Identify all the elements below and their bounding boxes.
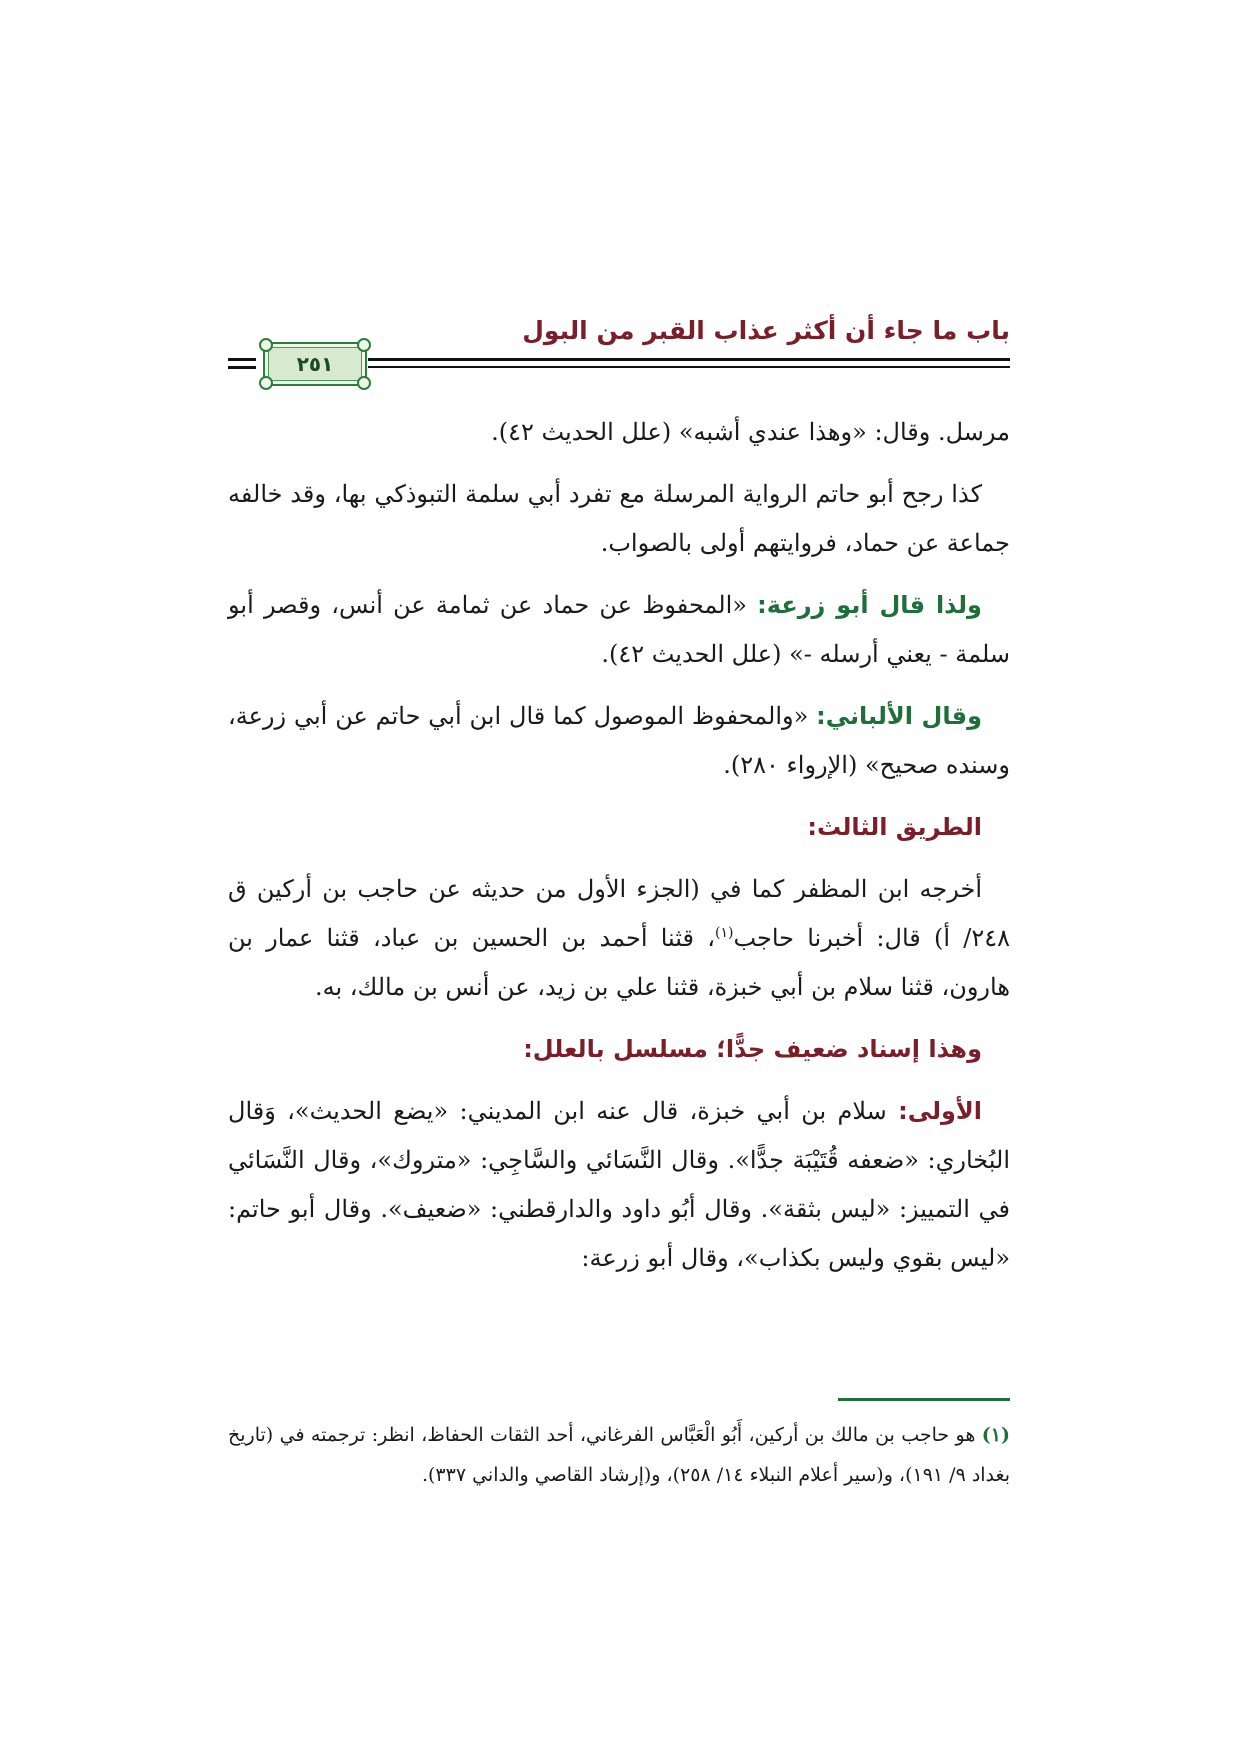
paragraph-lead: ولذا قال أبو زرعة:: [757, 591, 982, 619]
page-number: ٢٥١: [296, 352, 334, 376]
paragraph-text: «والمحفوظ الموصول كما قال ابن أبي حاتم عن أبي زرعة، وسنده صحيح» (الإرواء ٢٨٠).: [228, 702, 1010, 779]
paragraph-text: سلام بن أبي خبزة، قال عنه ابن المديني: «يضع الحديث»، وَقال البُخاري: «ضعفه قُتَيْبَة جدًّا». وقال النَّسَائي والسَّاجِي: «متروك»، وقال النَّسَائي في التمييز: «ليس بثقة». وقال أبُو داود والدارقطني: «ضعيف». وقال أبو حاتم: «ليس بقوي وليس بكذاب»، وقال أبو زرعة:: [228, 1097, 1010, 1272]
paragraph: [228, 408, 1010, 457]
main-text: [228, 408, 1010, 1296]
chapter-title: باب ما جاء أن أكثر عذاب القبر من البول: [522, 316, 1010, 345]
header-rule: [228, 358, 256, 361]
paragraph-text: مرسل. وقال: «وهذا عندي أشبه» (علل الحديث ٤٢).: [491, 418, 1010, 446]
footnotes: [228, 1415, 1010, 1495]
section-heading: وهذا إسناد ضعيف جدًّا؛ مسلسل بالعلل:: [523, 1035, 982, 1063]
paragraph-text: كذا رجح أبو حاتم الرواية المرسلة مع تفرد أبي سلمة التبوذكي بها، وقد خالفه جماعة عن حماد، فروايتهم أولى بالصواب.: [228, 480, 1010, 557]
footnote-text: هو حاجب بن مالك بن أركين، أَبُو الْعَبَّاس الفرغاني، أحد الثقات الحفاظ، انظر: ترجمته في (تاريخ بغداد ٩/ ١٩١)، و(سير أعلام النبلاء ١٤/ ٢٥٨)، و(إرشاد القاصي والداني ٣٣٧).: [228, 1424, 1010, 1486]
page-number-frame: [263, 342, 367, 386]
ornament-icon: [259, 338, 273, 352]
footnote-number: (١): [981, 1424, 1010, 1446]
paragraph-text: «المحفوظ عن حماد عن ثمامة عن أنس، وقصر أبو سلمة - يعني أرسله -» (علل الحديث ٤٢).: [228, 591, 1010, 668]
paragraph-lead: وقال الألباني:: [816, 702, 982, 730]
paragraph-text: ، قثنا أحمد بن الحسين بن عباد، قثنا عمار بن هارون، قثنا سلام بن أبي خبزة، قثنا علي بن زيد، عن أنس بن مالك، به.: [228, 924, 1010, 1001]
footnote: [228, 1415, 1010, 1495]
ornament-icon: [357, 338, 371, 352]
footnote-reference[interactable]: (١): [714, 925, 734, 941]
header-rule: [368, 358, 1010, 361]
paragraph: [228, 865, 1010, 1012]
paragraph: [228, 470, 1010, 568]
paragraph: [228, 581, 1010, 679]
paragraph: [228, 1087, 1010, 1283]
header-rule: [368, 366, 1010, 368]
paragraph-text: أخرجه ابن المظفر كما في (الجزء الأول من حديثه عن حاجب بن أركين ق ٢٤٨/ أ) قال: أخبرنا حاجب: [228, 875, 1010, 952]
ornament-icon: [259, 376, 273, 390]
page-header: [228, 316, 1010, 388]
header-rule: [228, 366, 256, 369]
paragraph: [228, 692, 1010, 790]
paragraph-lead: الأولى:: [898, 1097, 982, 1125]
footnote-separator: [838, 1398, 1010, 1401]
section-heading: الطريق الثالث:: [807, 813, 982, 841]
ornament-icon: [357, 376, 371, 390]
